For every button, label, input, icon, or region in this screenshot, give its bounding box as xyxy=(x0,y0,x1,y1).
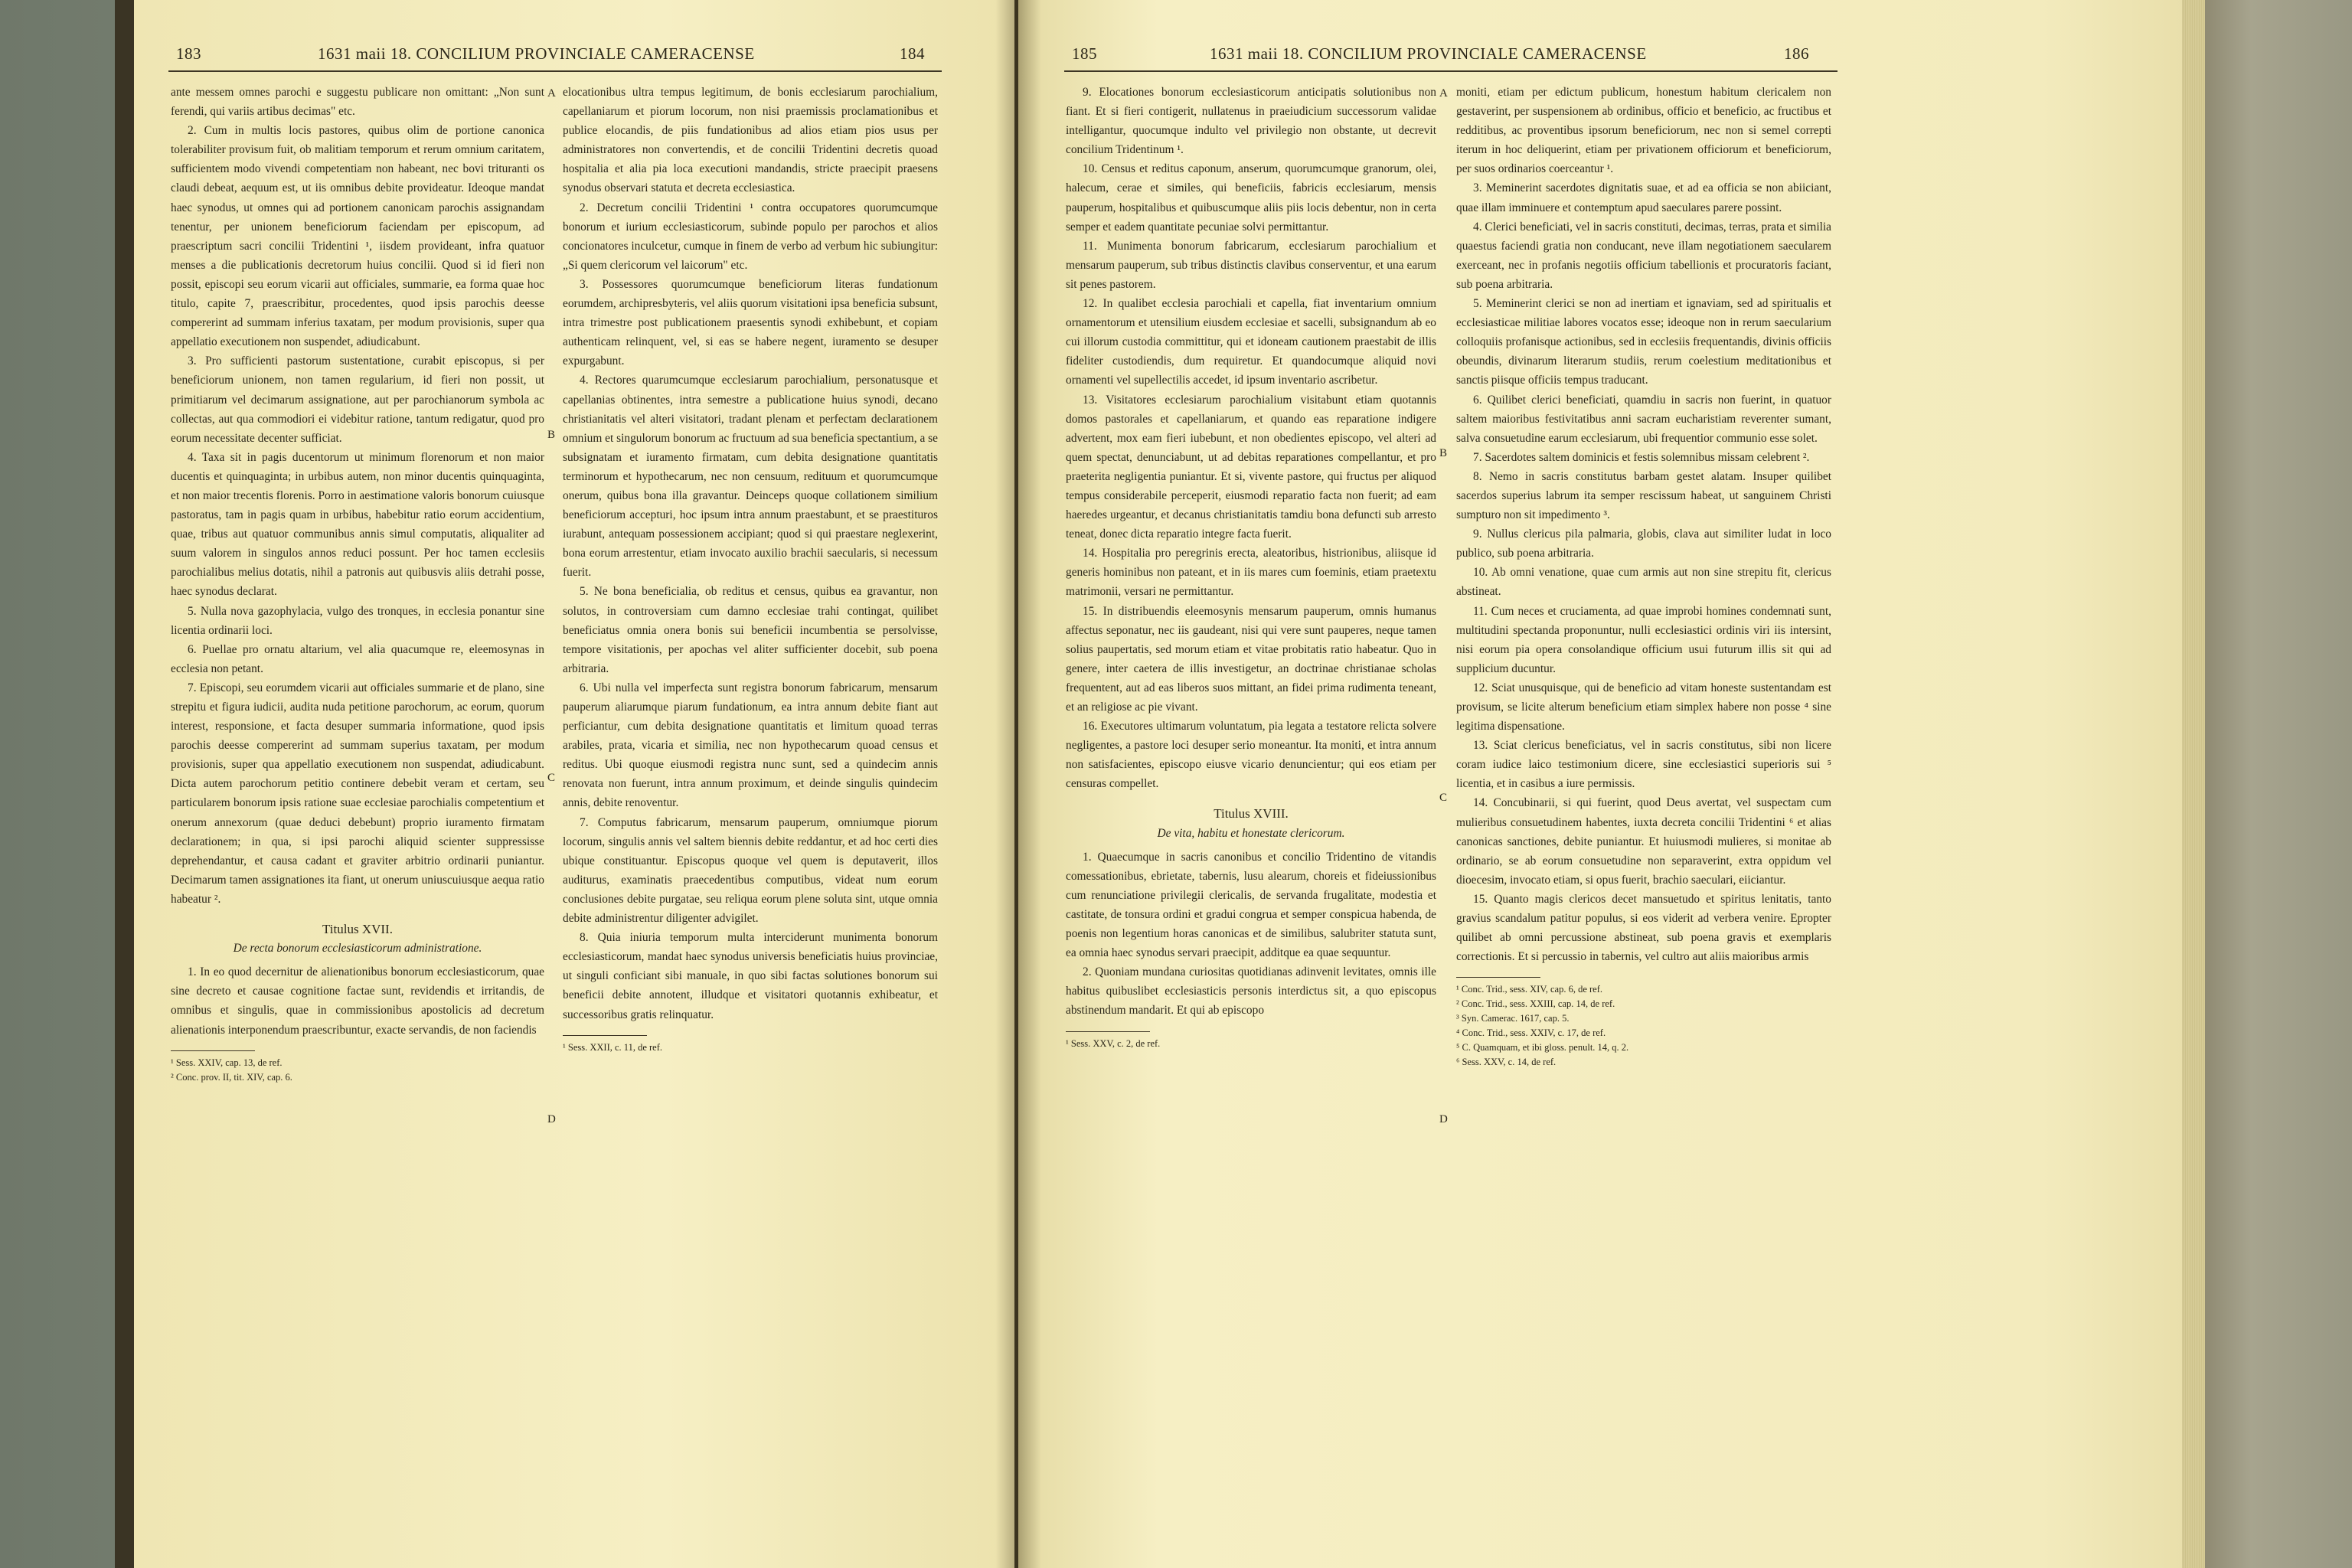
section-subtitle: De recta bonorum ecclesiasticorum administratione. xyxy=(233,942,482,956)
paragraph: 8. Quia iniuria temporum multa interciderunt munimenta bonorum ecclesiasticorum, mandat haec synodus universis beneficiatis huius provinciae, ut singuli conficiant sibi manuale, in quo sibi factas solutiones bonorum sui beneficii debite annotent, illudque et visitatori quotannis exhibeatur, et successoribus gratis relinquatur. xyxy=(563,931,938,1021)
paragraph: 6. Quilibet clerici beneficiati, quamdiu in sacris non fuerint, in quatuor saltem maioribus festivitatibus anni sacram eucharistiam reverenter sumant, salva consuetudine earum ecclesiarum, ubi frequentior communio esse solet. xyxy=(1456,393,1831,445)
right-page-column-2 xyxy=(1456,83,1831,1537)
paragraph: 13. Visitatores ecclesiarum parochialium visitabunt etiam quotannis domos pastorales et capellaniarum, et quando eas reparatione indigere advertent, mox eam fieri iubebunt, et non obedientes episcopo, vel alteri ad quem spectat, denunciabunt, ut ad debitas reparationes compellantur, et pro praeterita negligentia puniantur. Et si, vivente pastore, qui fructus per aliquod tempus considerabile perceperit, eiusmodi reparatio facta non fuerit; ad eam haeredes urgeantur, et decanus christianitatis tamdiu bona defuncti sub arresto teneat, donec dicta reparatio integre facta fuerit. xyxy=(1066,393,1436,541)
paragraph: 7. Computus fabricarum, mensarum pauperum, omniumque piorum locorum, singulis annis vel saltem biennis debite reddantur, et ad hoc certi dies ubique constituantur. Episcopus quoque vel quem is deputaverit, illos auditurus, examinatis praecedentibus computibus, videat num eorum conclusiones debite purgatae, seu reliqua eorum plene soluta sint, utque omnia debite administrentur diligenter advigilet. xyxy=(563,815,938,926)
paragraph: 5. Nulla nova gazophylacia, vulgo des tronques, in ecclesia ponantur sine licentia ordinarii loci. xyxy=(171,604,544,637)
paragraph: ante messem omnes parochi e suggestu publicare non omittant: „Non sunt ferendi, qui variis artibus decimas" etc. xyxy=(171,86,544,119)
paragraph: 7. Sacerdotes saltem dominicis et festis solemnibus missam celebrent ². xyxy=(1473,450,1810,464)
book-cover xyxy=(2205,0,2352,1568)
paragraph: 8. Nemo in sacris constitutus barbam gestet alatam. Insuper quilibet sacerdos superius labrum ita semper rescissum habeat, ut sanguinem Christi sumpturo non sit impedimento ³. xyxy=(1456,469,1831,522)
footnote-rule xyxy=(171,1050,255,1051)
running-title-left: 1631 maii 18. CONCILIUM PROVINCIALE CAMERACENSE xyxy=(318,44,755,63)
paragraph: 16. Executores ultimarum voluntatum, pia legata a testatore relicta solvere negligentes, a pastore loci desuper serio moneantur. Ita moniti, et intra annum non satisfacientes, episcopo eiusve vicario denuncientur; qui eos etiam per censuras compellet. xyxy=(1066,720,1436,791)
footnote: ¹ Conc. Trid., sess. XIV, cap. 6, de ref. xyxy=(1456,984,1603,995)
paragraph: 9. Elocationes bonorum ecclesiasticorum anticipatis solutionibus non fiant. Et si fieri contigerit, nullatenus in praeiudicium successorum validae intelligantur, quocumque indulto vel privilegio non obstante, ut decrevit concilium Tridentinum ¹. xyxy=(1066,86,1436,157)
margin-letter-c: C xyxy=(1439,792,1448,804)
footnote: ¹ Sess. XXIV, cap. 13, de ref. xyxy=(171,1057,283,1068)
section-title: Titulus XVIII. xyxy=(1214,806,1289,822)
paragraph: 15. Quanto magis clericos decet mansuetudo et spiritus lenitatis, tanto gravius scandalum patitur populus, si eos viderit ad verbera venire. Epropter quilibet ab omni percussione abstineat, sub poena gravis et exemplaris correctionis. Et si percussio in tabernis, vel cultro aut aliis maioribus armis xyxy=(1456,892,1831,964)
header-rule-left xyxy=(168,70,942,72)
paragraph: moniti, etiam per edictum publicum, honestum habitum clericalem non gestaverint, per suspensionem ab ordinibus, officio et beneficio, ac fructibus et redditibus, ac proventibus ipsorum beneficiorum, nec non si semel correpti iterum in hoc deliquerint, etiam per privationem officiorum et beneficiorum, per suos ordinarios coerceantur ¹. xyxy=(1456,86,1831,176)
footnote-rule xyxy=(1066,1031,1150,1032)
footnote-rule xyxy=(1456,977,1540,978)
section-title: Titulus XVII. xyxy=(322,922,393,937)
left-page-column-1 xyxy=(171,83,544,1537)
margin-letter-b: B xyxy=(547,429,556,441)
paragraph: 14. Concubinarii, si qui fuerint, quod Deus avertat, vel suspectam cum mulieribus consuetudinem habentes, iuxta decreta concilii Tridentini ⁶ et alias canonicas sanctiones, debite puniantur. Et huiusmodi mulieres, si monitae ab ordinario, se ab eorum consuetudine non separaverint, extra oppidum vel dioecesim, invocato etiam, si opus fuerit, brachio saeculari, eiiciantur. xyxy=(1456,796,1831,887)
paragraph: 15. In distribuendis eleemosynis mensarum pauperum, omnis humanus affectus seponatur, nec iis gaudeant, nisi qui vere sunt pauperes, neque tamen solius paupertatis, sed morum etiam et vitae probitatis ratio habeatur. Quo in genere, inter caetera de illis investigetur, an doctrinae christianae scholas frequentent, aut ad eas liberos suos mittant, an fidei prima rudimenta teneant, et an religiose ac pie vivant. xyxy=(1066,604,1436,714)
paragraph: 3. Possessores quorumcumque beneficiorum literas fundationum eorumdem, archipresbyteris, vel aliis quorum visitationi ipsa beneficia subsunt, intra trimestre post publicationem praesentis synodi exhibebunt, et copiam authenticam relinquent, vel, si eas se habere negent, iuramento se desuper expurgabunt. xyxy=(563,277,938,368)
page-number-186: 186 xyxy=(1784,44,1809,63)
paragraph: 4. Taxa sit in pagis ducentorum ut minimum florenorum et non maior ducentis et quinquaginta; in urbibus autem, non minor ducentis quinquaginta, et non maior trecentis florenis. Porro in aestimatione valoris bonorum cuiusque pastoratus, tam in pagis quam in urbibus, habebitur ratio eorum accidentium, quae, tribus aut quatuor communibus annis simul computatis, aliqualiter ad suum valorem in singulos annos reduci possunt. Per hoc tamen ecclesiis parochialibus melius dotatis, nihil a patronis aut quibusvis aliis detrahi posse, haec synodus declarat. xyxy=(171,450,544,599)
book-gutter xyxy=(995,0,1041,1568)
footnote-rule xyxy=(563,1035,647,1036)
paragraph: 5. Ne bona beneficialia, ob reditus et census, quibus ea gravantur, non solutos, in controversiam cum damno ecclesiae trahi contingat, quilibet beneficiatus omnia onera bonis sui beneficii incumbentia se persolvisse, tempore visitationis, per apochas vel aliter sufficienter docebit, sub poena arbitraria. xyxy=(563,585,938,675)
paragraph: 1. In eo quod decernitur de alienationibus bonorum ecclesiasticorum, quae sine decreto et causae cognitione factae sunt, revidendis et irritandis, de omnibus et singulis, quae in commissionibus apostolicis ad decretum alienationis interponendum praescribuntur, exacte servandis, de non faciendis xyxy=(171,965,544,1037)
margin-letter-a: A xyxy=(547,87,556,100)
paragraph: 4. Rectores quarumcumque ecclesiarum parochialium, personatusque et capellanias obtinentes, intra semestre a publicatione huius synodi, decano christianitatis vel alteri visitatori, tradant plenam et perfectam declarationem omnium et singulorum bonorum ac fructuum ad sua beneficia spectantium, a se subsignatam et iuramento firmatam, cum debita designatione quantitatis terminorum et hypothecarum, nec non censuum, redituum et quorumcumque onerum, quibus bona illa gravantur. Deinceps quoque collationem similium beneficiorum accepturi, hoc ipsum intra annum praestabunt, et se praestituros iurabunt, antequam possessionem accipiant; quod si qui praestare neglexerint, bona eorum arrestentur, etiam invocato auxilio brachii saecularis, si necessum fuerit. xyxy=(563,374,938,580)
paragraph: 2. Quoniam mundana curiositas quotidianas adinvenit levitates, omnis ille habitus quibuslibet ecclesiasticis personis interdictus sit, a quo episcopus abstinendum mandarit. Et qui ab episcopo xyxy=(1066,965,1436,1018)
paragraph: 12. Sciat unusquisque, qui de beneficio ad vitam honeste sustentandam est provisum, se licite alterum beneficium etiam simplex habere non posse ⁴ sine legitima dispensatione. xyxy=(1456,681,1831,733)
margin-letter-b: B xyxy=(1439,447,1448,459)
footnote: ³ Syn. Camerac. 1617, cap. 5. xyxy=(1456,1013,1570,1024)
footnote: ² Conc. prov. II, tit. XIV, cap. 6. xyxy=(171,1071,292,1083)
paragraph: 11. Cum neces et cruciamenta, ad quae improbi homines condemnati sunt, multitudini spectanda proponuntur, nulli ecclesiastici ordinis viri iis intersint, nisi eorum pia opera consolandique officium usui futurum illis sit qui ad supplicium ducuntur. xyxy=(1456,604,1831,675)
paragraph: 2. Cum in multis locis pastores, quibus olim de portione canonica tolerabiliter provisum fuit, ob malitiam temporum et rerum omnium caritatem, sufficientem modo vivendi competentiam non habeant, nec bovi trituranti os claudi debeat, aequum est, ut iis omnibus debite provideatur. Ideoque mandat haec synodus, ut omnes qui ad portionem canonicam parochis assignandam tenentur, per unionem beneficiorum faciendam per episcopum, ad praescriptum sacri concilii Tridentini ¹, iisdem provideant, infra quatuor menses a die publicationis decretorum huius concilii. Quod si id fieri non possit, episcopi seu eorum vicarii aut officiales, summarie, ea forma quae hoc titulo, capite 7, praescribitur, procedentes, quod ipsis parochis deesse compererint ad summam inferius taxatam, per modum provisionis, super qua appellatio executionem non suspendet, adiudicabunt. xyxy=(171,124,544,349)
footnote: ¹ Sess. XXV, c. 2, de ref. xyxy=(1066,1037,1161,1049)
paragraph: 12. In qualibet ecclesia parochiali et capella, fiat inventarium omnium ornamentorum et utensilium eiusdem ecclesiae et sacelli, subsignandum ab eo cui illorum custodia committitur, qui et idoneam cautionem praestabit de illis fideliter custodiendis, dum requiretur. Et quandocumque aliquid novi ornamenti vel supellectilis accedet, id ipsum inventario ascribetur. xyxy=(1066,297,1436,387)
left-page xyxy=(134,0,1014,1568)
margin-letter-d: D xyxy=(547,1113,556,1125)
page-edges xyxy=(2182,0,2205,1568)
paragraph: elocationibus ultra tempus legitimum, de bonis ecclesiarum parochialium, capellaniarum et piorum locorum, non nisi praemissis proclamationibus et publice elocandis, de piis fundationibus ad alios etiam pios usus per administratores non convertendis, et de concilii Tridentini decretis quoad hospitalia et alia pia loca executioni mandandis, stricte praecipit praesens synodus observari statuta et decreta ecclesiastica. xyxy=(563,86,938,195)
paragraph: 7. Episcopi, seu eorumdem vicarii aut officiales summarie et de plano, sine strepitu et figura iudicii, audita nuda petitione parochorum, ac eorum, quorum interest, responsione, et facta desuper summaria informatione, quod ipsis parochis deesse compererint ad summam superius taxatam, per modum provisionis, super qua appellatio executionem non suspendat, adiudicabunt. Dicta autem parochorum petitio continere debebit veram et certam, seu particularem bonorum ipsis ratione suae ecclesiae parochialis competentium et onerum annexorum (quae deduci debebunt) proprio iuramento firmatam declarationem; in qua, si ipsi parochi aliquid scienter suppressisse deprehendantur, et causa cadant et graviter arbitrio ordinarii puniantur. Decimarum tamen assignationes ita fiant, ut onerum uniuscuiusque aequa ratio habeatur ². xyxy=(171,681,544,906)
section-subtitle: De vita, habitu et honestate clericorum. xyxy=(1157,826,1345,840)
header-rule-right xyxy=(1064,70,1838,72)
paragraph: 14. Hospitalia pro peregrinis erecta, aleatoribus, histrionibus, aliisque id generis hominibus non pateant, et in iis mares cum foeminis, etiam praetextu matrimonii, versari ne permittantur. xyxy=(1066,547,1436,599)
paragraph: 2. Decretum concilii Tridentini ¹ contra occupatores quorumcumque bonorum et iurium ecclesiasticorum, subinde populo per parochos et alios concionatores inculcetur, cumque in finem de verbo ad verbum hic subiungitur: „Si quem clericorum vel laicorum" etc. xyxy=(563,201,938,272)
paragraph: 11. Munimenta bonorum fabricarum, ecclesiarum parochialium et mensarum pauperum, sub tribus distinctis clavibus conserventur, et una earum sit penes pastorem. xyxy=(1066,239,1436,291)
right-page xyxy=(1018,0,2182,1568)
paragraph: 9. Nullus clericus pila palmaria, globis, clava aut similiter ludat in loco publico, sub poena arbitraria. xyxy=(1456,528,1831,560)
paragraph: 1. Quaecumque in sacris canonibus et concilio Tridentino de vitandis comessationibus, ebrietate, tabernis, lusu alearum, choreis et fideiussionibus cum renunciatione privilegii clericalis, de servanda frugalitate, modestia et castitate, de tonsura ordini et gradui congrua et semper conspicua habenda, de poenis non legentium horas canonicas et de similibus, salubriter statuta sunt, ea omnia haec synodus servari praecipit, additque ea quae sequuntur. xyxy=(1066,850,1436,960)
right-page-column-1 xyxy=(1066,83,1436,1537)
paragraph: 5. Meminerint clerici se non ad inertiam et ignaviam, sed ad spiritualis et ecclesiasticae militiae labores vocatos esse; ideoque non in rerum saecularium colloquiis profanisque actionibus, sed in ecclesiis frequentandis, divinis officiis obeundis, divinarum literarum studiis, rerum coelestium meditationibus et sanctis piisque officiis tempus traducant. xyxy=(1456,297,1831,387)
margin-letter-a: A xyxy=(1439,87,1448,100)
paragraph: 10. Census et reditus caponum, anserum, quorumcumque granorum, olei, halecum, cerae et similes, qui beneficiis, fabricis ecclesiarum, mensis pauperum, hospitalibus et quibuscumque aliis piis locis debentur, non in certa semper et eadem quantitate pecuniae solvi permittantur. xyxy=(1066,162,1436,234)
footnote: ¹ Sess. XXII, c. 11, de ref. xyxy=(563,1041,662,1053)
paragraph: 10. Ab omni venatione, quae cum armis aut non sine strepitu fit, clericus abstineat. xyxy=(1456,566,1831,599)
paragraph: 13. Sciat clericus beneficiatus, vel in sacris constitutus, sibi non licere coram iudice laico testimonium dicere, sine ecclesiastici superioris sui ⁵ licentia, et in casibus a iure permissis. xyxy=(1456,739,1831,791)
footnote: ⁶ Sess. XXV, c. 14, de ref. xyxy=(1456,1057,1557,1068)
paragraph: 4. Clerici beneficiati, vel in sacris constituti, decimas, terras, prata et similia quaestus faciendi gratia non conducant, neve illam negotiationem saecularem exerceant, nec in profanis negotiis officium tabellionis et procuratoris faciant, sub poena arbitraria. xyxy=(1456,220,1831,291)
paragraph: 3. Meminerint sacerdotes dignitatis suae, et ad ea officia se non abiiciant, quae illam imminuere et contemptum apud saeculares parere possint. xyxy=(1456,181,1831,214)
footnote: ² Conc. Trid., sess. XXIII, cap. 14, de ref. xyxy=(1456,998,1615,1010)
footnote: ⁵ C. Quamquam, et ibi gloss. penult. 14, q. 2. xyxy=(1456,1042,1629,1054)
paragraph: 3. Pro sufficienti pastorum sustentatione, curabit episcopus, si per beneficiorum unionem, non tamen regularium, id fieri non possit, ut primitiarum vel decimarum assignatione, aut per parochianorum symbola ac collectas, aut qua commodiori ei videbitur ratione, tantum redigatur, quod pro eorum necessitate decenter sufficiat. xyxy=(171,354,544,445)
page-number-184: 184 xyxy=(900,44,925,63)
paragraph: 6. Puellae pro ornatu altarium, vel alia quacumque re, eleemosynas in ecclesia non petant. xyxy=(171,642,544,675)
running-title-right: 1631 maii 18. CONCILIUM PROVINCIALE CAMERACENSE xyxy=(1210,44,1647,63)
left-page-column-2 xyxy=(563,83,938,1537)
footnote: ⁴ Conc. Trid., sess. XXIV, c. 17, de ref. xyxy=(1456,1027,1606,1039)
paragraph: 6. Ubi nulla vel imperfecta sunt registra bonorum fabricarum, mensarum pauperum aliarumque piarum fundationum, ea intra annum debite fiant aut perficiantur, cum debita designatione quantitatis et limitum quoad terras arabiles, prata, vicaria et similia, nec non hypothecarum quoad census et reditus. Ubi quoque eiusmodi registra nunc sunt, sed a quindecim annis renovata non fuerunt, intra annum proximum, et deinde singulis quindecim annis, debite renoventur. xyxy=(563,681,938,810)
page-number-185: 185 xyxy=(1072,44,1097,63)
margin-letter-d: D xyxy=(1439,1113,1448,1125)
page-number-183: 183 xyxy=(176,44,201,63)
margin-letter-c: C xyxy=(547,772,556,784)
